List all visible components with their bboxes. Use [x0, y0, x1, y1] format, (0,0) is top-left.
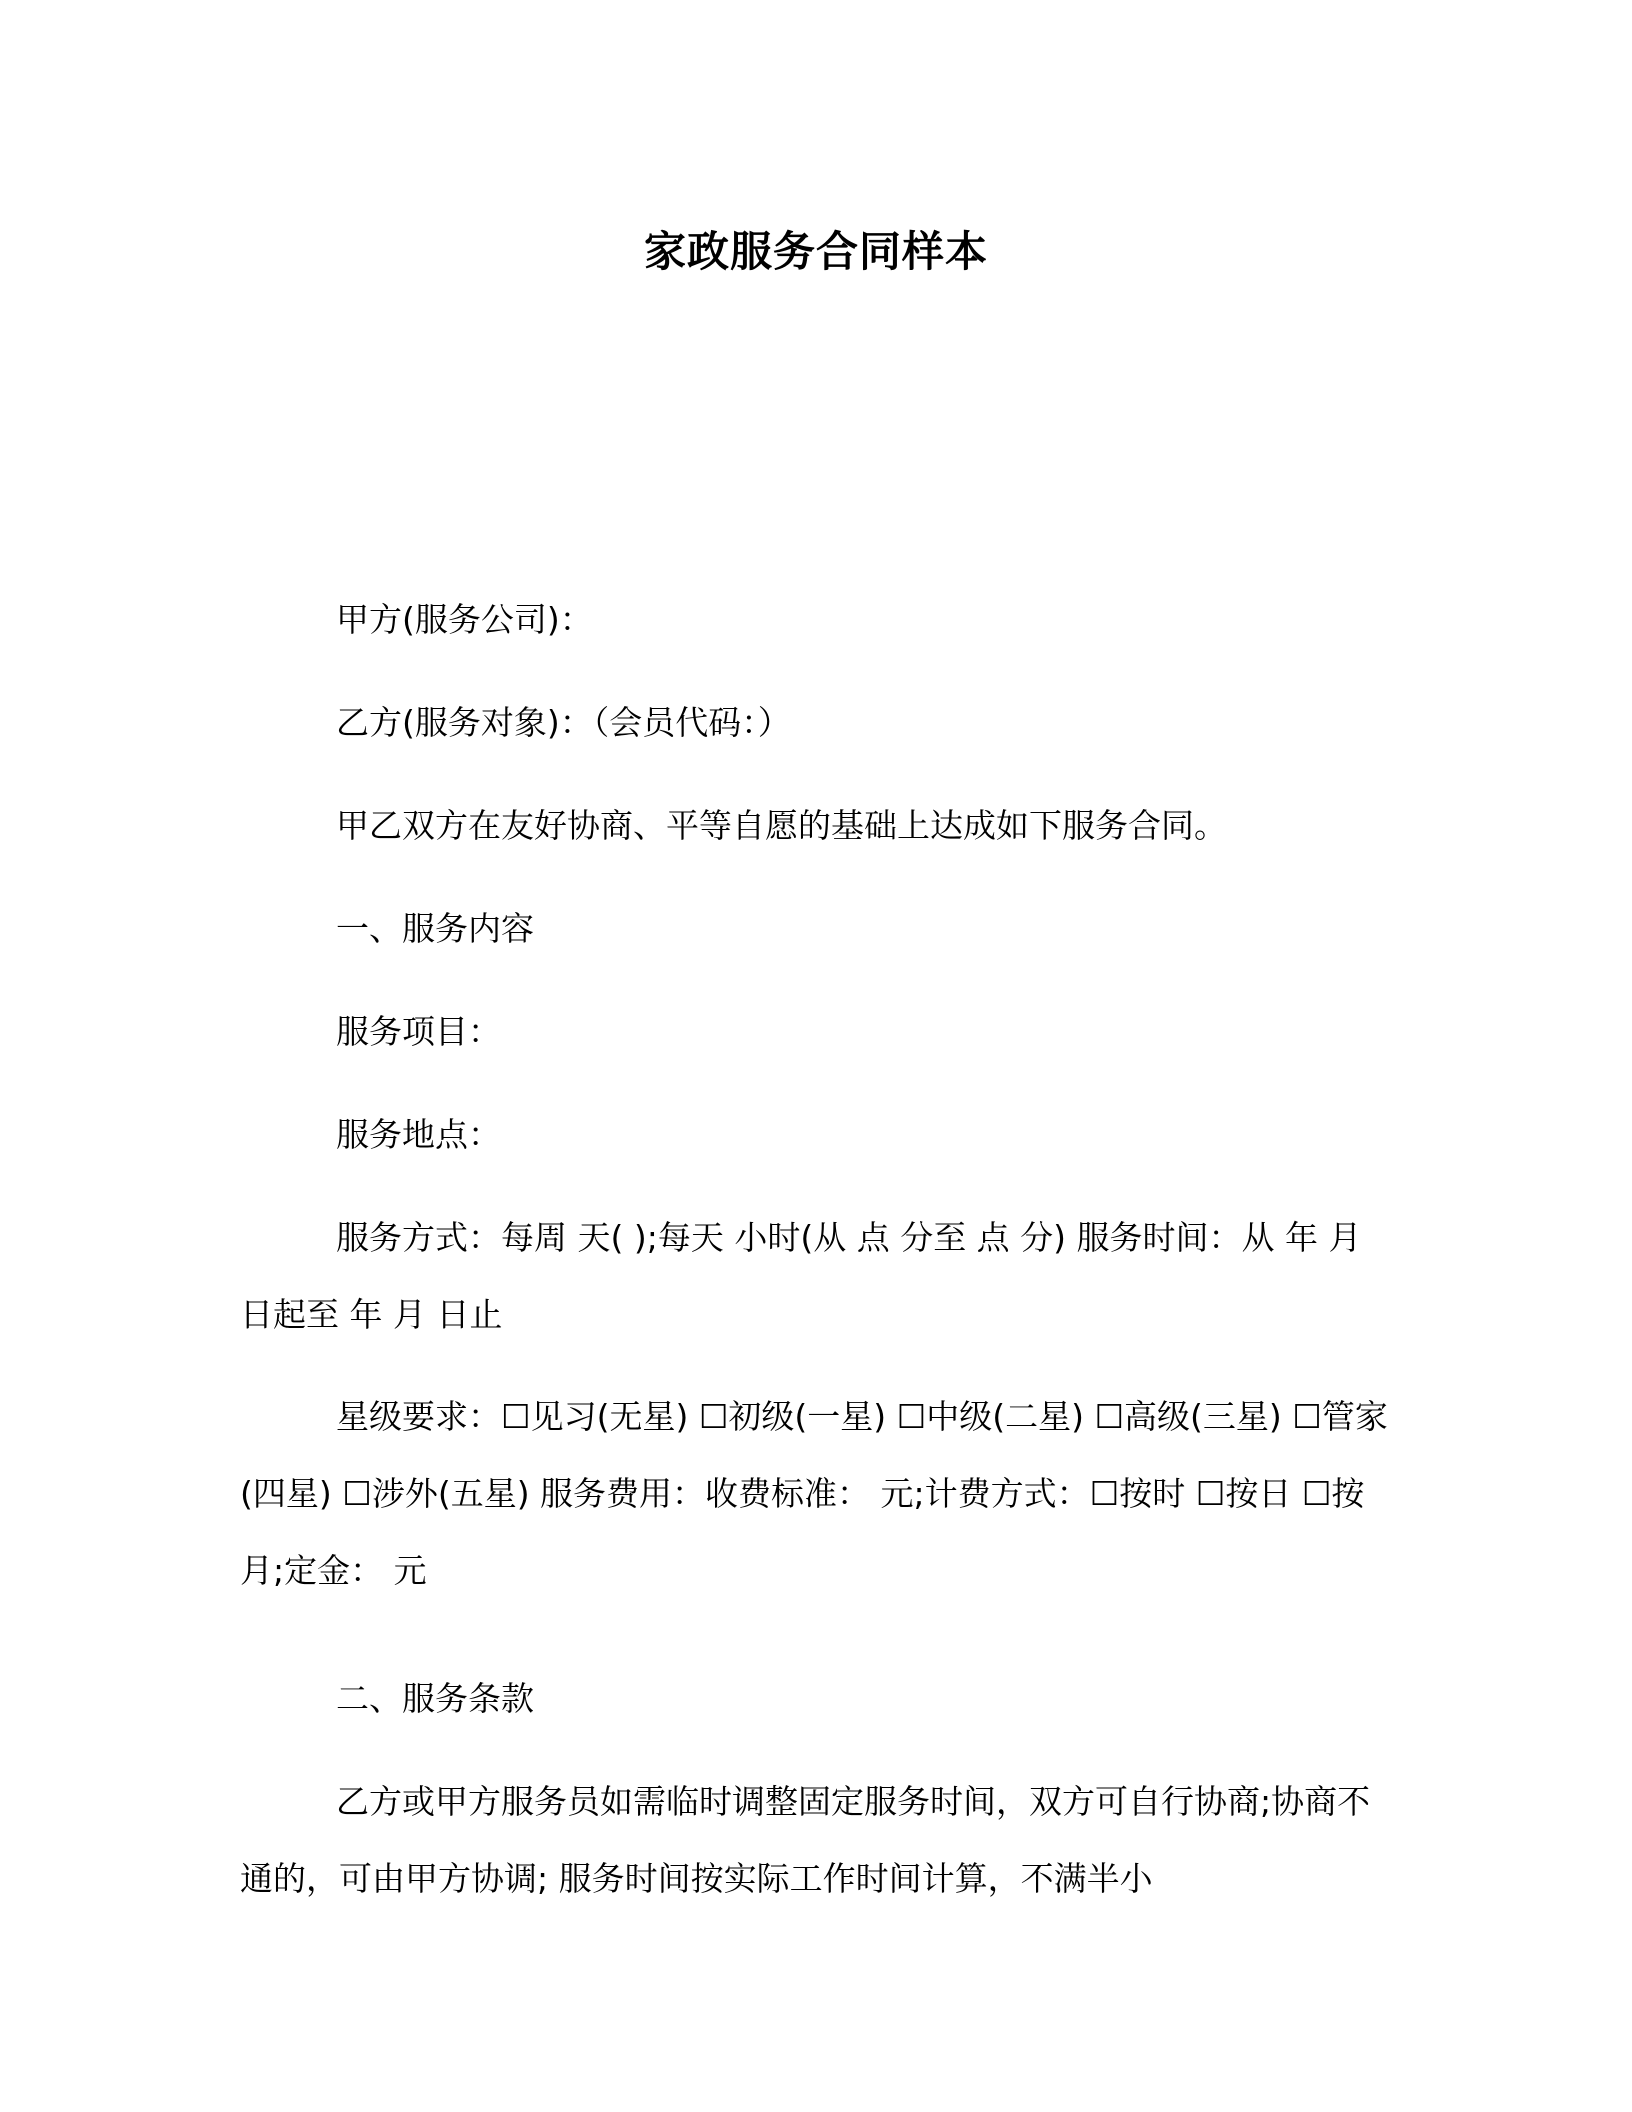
- party-b-line: 乙方(服务对象)：（会员代码：）: [336, 703, 791, 742]
- agreement-intro: 甲乙双方在友好协商、平等自愿的基础上达成如下服务合同。: [336, 806, 1227, 845]
- star-level-fee-paragraph: 星级要求：☐见习(无星) ☐初级(一星) ☐中级(二星) ☐高级(三星) ☐管家(四星) ☐涉外(五星) 服务费用：收费标准： 元;计费方式：☐按时 ☐按日 ☐按月;定金： 元: [240, 1397, 1388, 1590]
- service-item-line: 服务项目：: [336, 1012, 501, 1051]
- service-terms-paragraph: 乙方或甲方服务员如需临时调整固定服务时间，双方可自行协商;协商不通的，可由甲方协调; 服务时间按实际工作时间计算，不满半小: [240, 1782, 1371, 1898]
- section-heading-service-terms: 二、服务条款: [336, 1679, 534, 1718]
- section-heading-service-content: 一、服务内容: [336, 909, 534, 948]
- party-a-line: 甲方(服务公司)：: [336, 600, 593, 639]
- service-location-line: 服务地点：: [336, 1115, 501, 1154]
- service-method-paragraph: 服务方式：每周 天( );每天 小时(从 点 分至 点 分) 服务时间：从 年 月 日起至 年 月 日止: [240, 1218, 1362, 1334]
- page-title: 家政服务合同样本: [643, 227, 988, 276]
